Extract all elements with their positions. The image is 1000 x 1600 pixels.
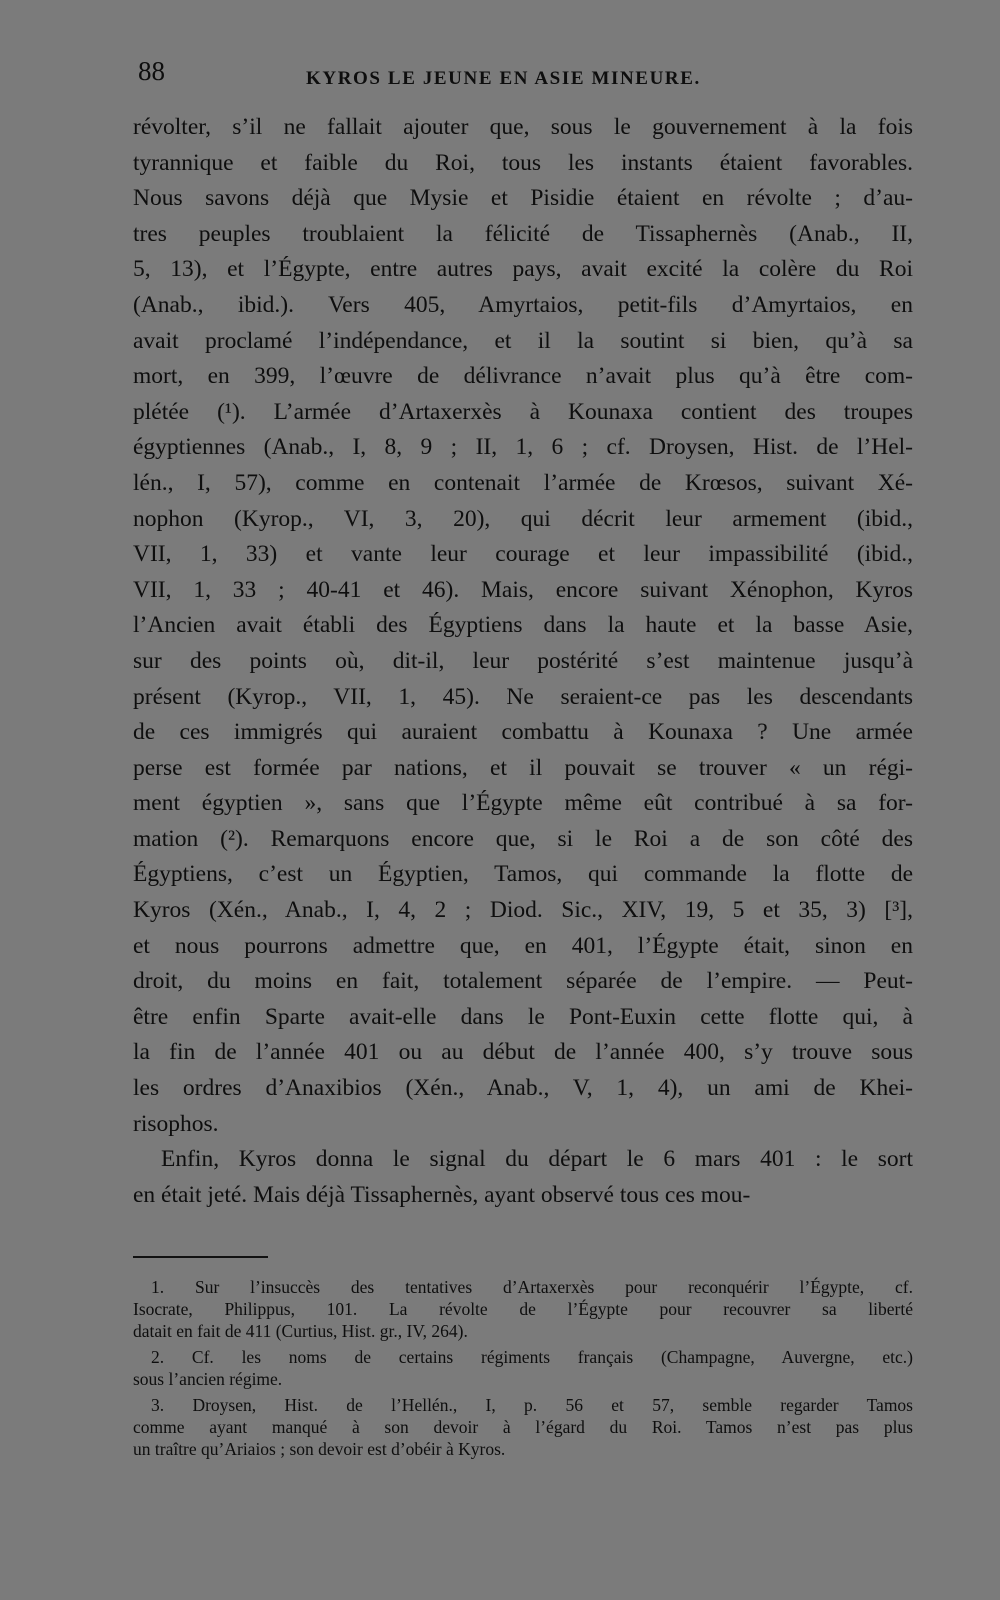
footnote-2	[133, 1346, 913, 1390]
body-text	[133, 110, 913, 1213]
body-line: tyrannique et faible du Roi, tous les instants étaient favorables.	[133, 149, 913, 176]
body-line: Nous savons déjà que Mysie et Pisidie étaient en révolte ; d’au-	[133, 185, 913, 212]
body-line: tres peuples troublaient la félicité de Tissaphernès (Anab., II,	[133, 220, 913, 247]
page-number: 88	[138, 56, 165, 86]
body-line: la fin de l’année 401 ou au début de l’année 400, s’y trouve sous	[133, 1039, 913, 1066]
body-line: les ordres d’Anaxibios (Xén., Anab., V, 1, 4), un ami de Khei-	[133, 1075, 913, 1102]
body-line: 5, 13), et l’Égypte, entre autres pays, avait excité la colère du Roi	[133, 256, 913, 283]
footnote-line: Isocrate, Philippus, 101. La révolte de l’Égypte pour recouvrer sa liberté	[133, 1299, 913, 1319]
body-line: révolter, s’il ne fallait ajouter que, sous le gouvernement à la fois	[133, 114, 913, 140]
body-line: l’Ancien avait établi des Égyptiens dans la haute et la basse Asie,	[133, 612, 913, 639]
body-line: (Anab., ibid.). Vers 405, Amyrtaios, petit-fils d’Amyrtaios, en	[133, 291, 913, 318]
body-line: Enfin, Kyros donna le signal du départ le 6 mars 401 : le sort	[161, 1146, 913, 1173]
body-line: risophos.	[133, 1110, 219, 1137]
body-line: en était jeté. Mais déjà Tissaphernès, ayant observé tous ces mou-	[133, 1181, 751, 1208]
body-line: lén., I, 57), comme en contenait l’armée de Krœsos, suivant Xé-	[133, 469, 913, 496]
body-line: ment égyptien », sans que l’Égypte même eût contribué à sa for-	[133, 790, 913, 817]
footnote-rule	[133, 1256, 268, 1258]
body-line: avait proclamé l’indépendance, et il la soutint si bien, qu’à sa	[133, 327, 913, 354]
body-line: plétée (¹). L’armée d’Artaxerxès à Kounaxa contient des troupes	[133, 398, 913, 425]
body-line: Égyptiens, c’est un Égyptien, Tamos, qui commande la flotte de	[133, 861, 913, 888]
running-title: KYROS LE JEUNE EN ASIE MINEURE.	[306, 68, 701, 89]
footnote-line: un traître qu’Ariaios ; son devoir est d’obéir à Kyros.	[133, 1439, 506, 1459]
body-line: VII, 1, 33 ; 40-41 et 46). Mais, encore suivant Xénophon, Kyros	[133, 576, 913, 603]
body-line: égyptiennes (Anab., I, 8, 9 ; II, 1, 6 ; cf. Droysen, Hist. de l’Hel-	[133, 434, 913, 461]
body-line: nophon (Kyrop., VI, 3, 20), qui décrit leur armement (ibid.,	[133, 505, 913, 532]
body-line: droit, du moins en fait, totalement séparée de l’empire. — Peut-	[133, 968, 913, 995]
body-line: être enfin Sparte avait-elle dans le Pont-Euxin cette flotte qui, à	[133, 1003, 913, 1030]
body-line: VII, 1, 33) et vante leur courage et leur impassibilité (ibid.,	[133, 541, 913, 568]
body-line: perse est formée par nations, et il pouvait se trouver « un régi-	[133, 754, 913, 781]
footnote-line: comme ayant manqué à son devoir à l’égard du Roi. Tamos n’est pas plus	[133, 1417, 913, 1437]
footnote-1	[133, 1276, 913, 1342]
body-line: mation (²). Remarquons encore que, si le Roi a de son côté des	[133, 825, 913, 852]
footnote-line: datait en fait de 411 (Curtius, Hist. gr., IV, 264).	[133, 1321, 468, 1341]
body-line: de ces immigrés qui auraient combattu à Kounaxa ? Une armée	[133, 719, 913, 746]
body-line: Kyros (Xén., Anab., I, 4, 2 ; Diod. Sic., XIV, 19, 5 et 35, 3) [³],	[133, 897, 913, 924]
page-header	[138, 56, 918, 96]
body-line: sur des points où, dit-il, leur postérité s’est maintenue jusqu’à	[133, 647, 913, 674]
body-line: mort, en 399, l’œuvre de délivrance n’avait plus qu’à être com-	[133, 363, 913, 390]
footnotes	[133, 1276, 913, 1464]
body-line: présent (Kyrop., VII, 1, 45). Ne seraient-ce pas les descendants	[133, 683, 913, 710]
footnote-line: sous l’ancien régime.	[133, 1369, 283, 1389]
footnote-line: 2. Cf. les noms de certains régiments français (Champagne, Auvergne, etc.)	[151, 1347, 913, 1367]
body-line: et nous pourrons admettre que, en 401, l’Égypte était, sinon en	[133, 932, 913, 959]
footnote-line: 3. Droysen, Hist. de l’Hellén., I, p. 56 et 57, semble regarder Tamos	[151, 1395, 913, 1415]
footnote-3	[133, 1394, 913, 1460]
footnote-line: 1. Sur l’insuccès des tentatives d’Artaxerxès pour reconquérir l’Égypte, cf.	[151, 1277, 913, 1297]
